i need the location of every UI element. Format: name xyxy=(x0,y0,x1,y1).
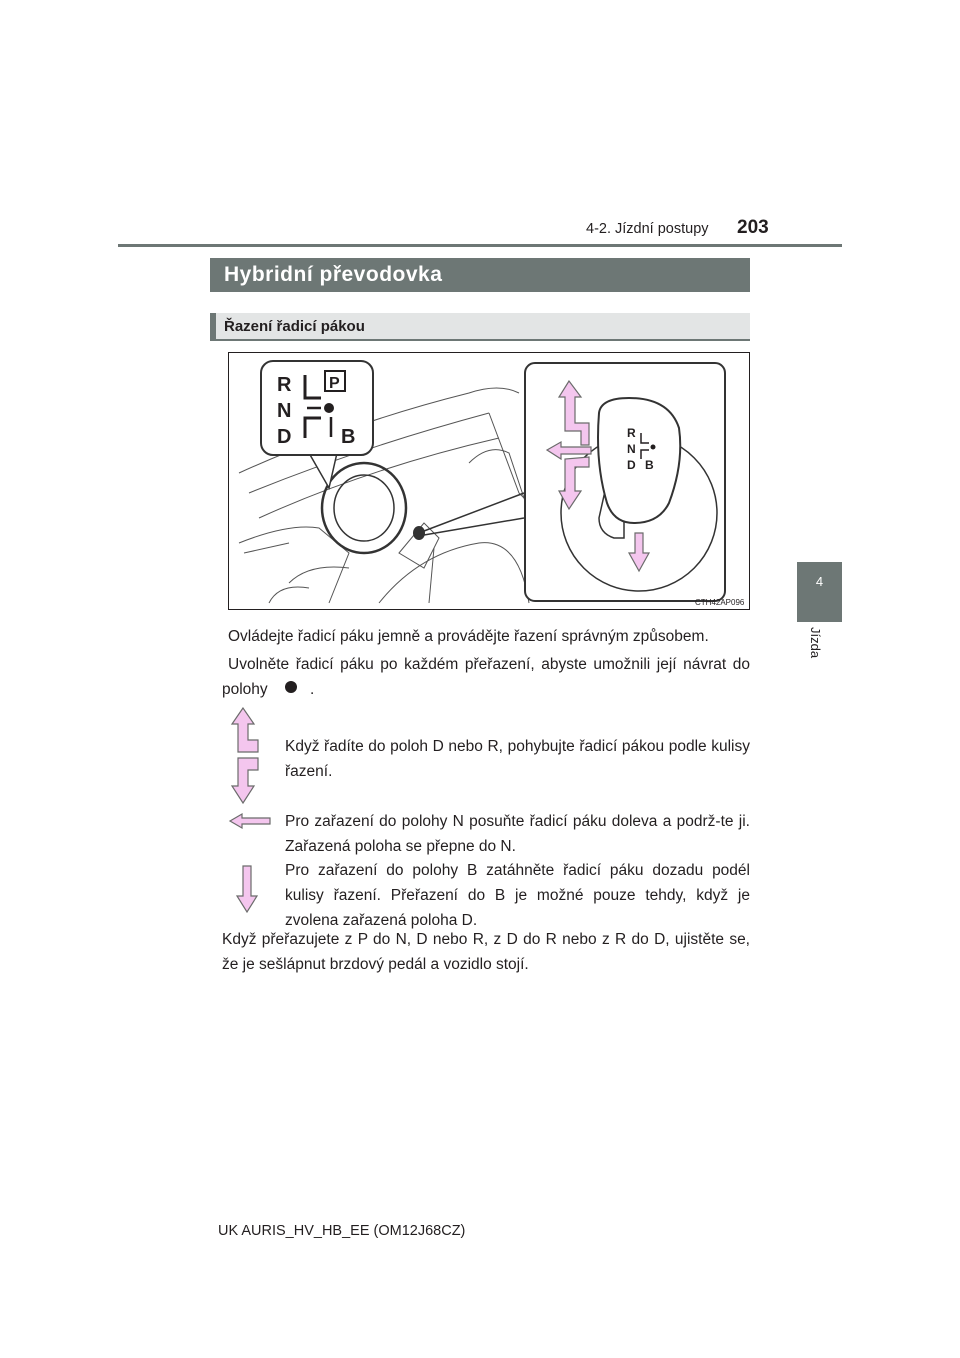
section-title: 4-2. Jízdní postupy xyxy=(586,221,709,237)
paragraph-release-end: . xyxy=(310,681,315,698)
gate-letter-r: R xyxy=(277,374,292,396)
page-number: 203 xyxy=(737,217,769,238)
legend-arrow-n-icon xyxy=(228,812,272,835)
gate-home-dot xyxy=(324,403,334,413)
paragraph-release-lever xyxy=(222,652,750,702)
knob-letter-n: N xyxy=(627,442,636,456)
legend-arrow-b-icon xyxy=(236,864,258,919)
chapter-number: 4 xyxy=(815,574,824,589)
paragraph-brake-warning: Když přeřazujete z P do N, D nebo R, z D do R nebo z R do D, ujistěte se, že je sešlápnut brzdový pedál a vozidlo stojí. xyxy=(222,931,750,973)
shift-knob-small xyxy=(413,526,425,540)
paragraph-release-text: Uvolněte řadicí páku po každém přeřazení, abyste umožnili její návrat do polohy xyxy=(222,656,750,698)
steering-wheel-inner xyxy=(334,475,394,541)
paragraph-operate-gently: Ovládejte řadicí páku jemně a provádějte řazení správným způsobem. xyxy=(228,628,709,645)
gate-letter-n: N xyxy=(277,400,292,422)
shift-lever-illustration xyxy=(228,352,750,610)
knob-letter-d: D xyxy=(627,458,636,472)
footer-model-code: UK AURIS_HV_HB_EE (OM12J68CZ) xyxy=(218,1223,466,1239)
knob-letter-b: B xyxy=(645,458,654,472)
description-b: Pro zařazení do polohy B zatáhněte řadicí páku dozadu podél kulisy řazení. Přeřazení do B je možné pouze tehdy, když je zvolena zařazená poloha D. xyxy=(285,862,750,929)
sub-heading-text: Řazení řadicí pákou xyxy=(224,318,365,335)
chapter-label: Jízda xyxy=(808,627,823,659)
gate-callout-pointer xyxy=(309,453,337,488)
knob-letter-r: R xyxy=(627,426,636,440)
legend-arrow-r-d-icon xyxy=(230,706,264,811)
header-rule xyxy=(118,244,842,247)
chapter-tab xyxy=(797,562,842,622)
gate-letter-b: B xyxy=(341,426,356,448)
description-n: Pro zařazení do polohy N posuňte řadicí páku doleva a podrž-te ji. Zařazená poloha se přepne do N. xyxy=(285,813,750,855)
main-heading: Hybridní převodovka xyxy=(210,258,750,292)
shift-knob xyxy=(598,398,680,523)
sub-heading xyxy=(210,313,750,341)
illustration-code: CTH42AP096 xyxy=(695,598,745,607)
knob-home-dot xyxy=(651,445,656,450)
knob-callout-lines xyxy=(424,493,524,535)
gate-letter-d: D xyxy=(277,426,292,448)
home-position-icon xyxy=(272,677,310,702)
description-r-d: Když řadíte do poloh D nebo R, pohybujte řadicí pákou podle kulisy řazení. xyxy=(285,738,750,780)
illustration-svg xyxy=(229,353,749,609)
gate-letter-p: P xyxy=(329,375,340,392)
